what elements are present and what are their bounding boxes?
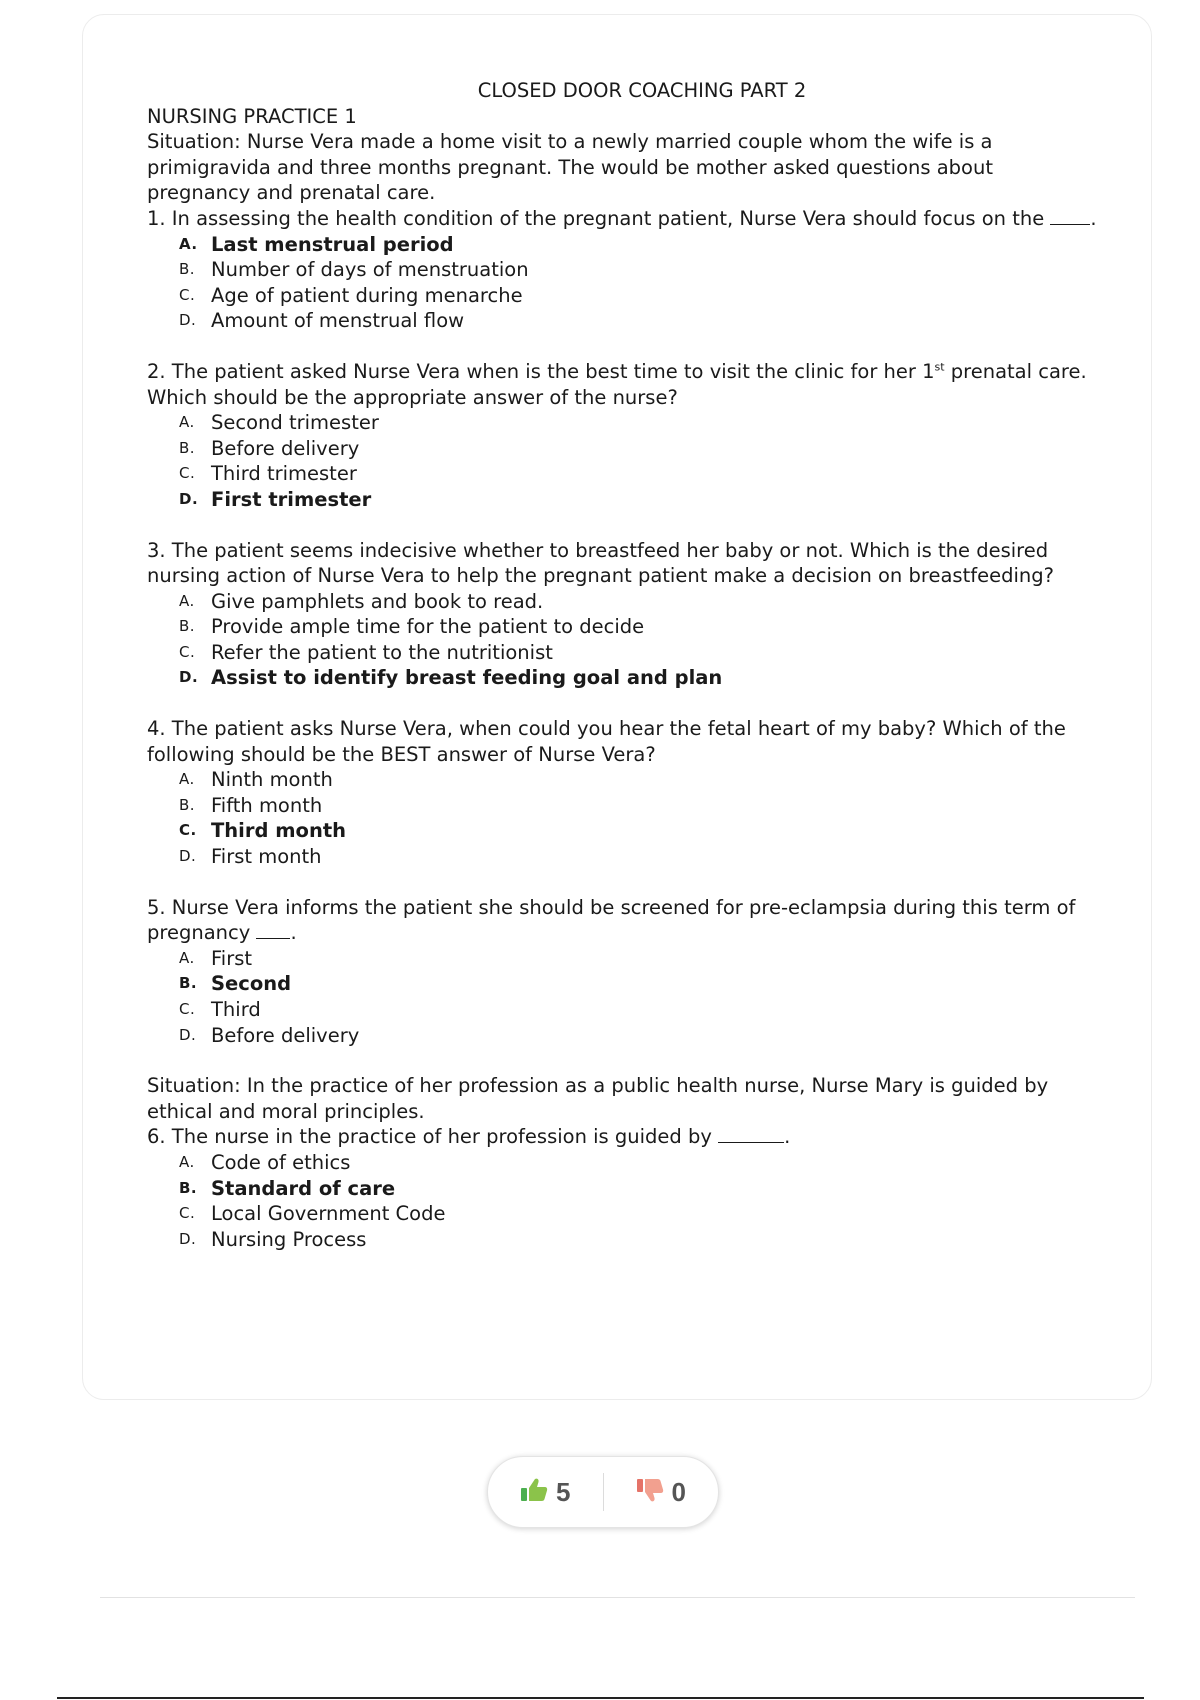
option-letter: A. (179, 234, 198, 253)
option-letter: B. (179, 1178, 198, 1197)
option-letter: C. (179, 464, 196, 483)
downvote-count: 0 (671, 1476, 686, 1507)
option-text: Age of patient during menarche (211, 283, 523, 307)
option-letter: A. (179, 948, 195, 967)
option-letter: C. (179, 1204, 196, 1223)
option-letter: C. (179, 1000, 196, 1018)
option-letter: C. (179, 642, 196, 661)
question-4-options (147, 767, 1097, 869)
option-letter: B. (179, 617, 196, 636)
option-letter: B. (179, 260, 196, 279)
option-text: Fifth month (211, 793, 323, 817)
option-d (179, 844, 1097, 870)
option-letter: D. (179, 489, 199, 508)
divider (100, 1597, 1135, 1598)
question-1 (147, 206, 1097, 232)
section-heading: NURSING PRACTICE 1 (147, 104, 357, 128)
option-text: Local Government Code (211, 1202, 446, 1226)
situation-1: Situation: Nurse Vera made a home visit to a newly married couple whom the wife is a primigravida and three months pregnant. The would be mother asked questions about pregnancy and prenatal care. (147, 130, 993, 205)
option-b (179, 436, 1097, 462)
thumbs-up-icon (520, 1477, 548, 1508)
question-text: 1. In assessing the health condition of the pregnant patient, Nurse Vera should focus on the (147, 206, 1045, 230)
option-letter: B. (179, 438, 196, 457)
option-letter: A. (179, 413, 195, 432)
option-d (179, 1023, 1097, 1049)
option-letter: D. (179, 668, 199, 687)
option-a (179, 589, 1097, 615)
option-d (179, 665, 1097, 691)
situation-2: Situation: In the practice of her profession as a public health nurse, Nurse Mary is guided by ethical and moral principles. (147, 1074, 1049, 1123)
question-text: 6. The nurse in the practice of her profession is guided by (147, 1125, 712, 1149)
option-c (179, 461, 1097, 487)
option-a (179, 767, 1097, 793)
upvote-count: 5 (556, 1476, 571, 1507)
question-5 (147, 895, 1097, 946)
option-c (179, 640, 1097, 666)
option-d (179, 1227, 1097, 1253)
question-5-options (147, 946, 1097, 1048)
option-letter: A. (179, 1152, 195, 1171)
question-4: 4. The patient asks Nurse Vera, when could you hear the fetal heart of my baby? Which of the following should be the BEST answer of Nurse Vera? (147, 717, 1066, 766)
downvote-button[interactable] (604, 1457, 719, 1527)
question-3-options (147, 589, 1097, 691)
option-letter: A. (179, 770, 195, 789)
option-text: Standard of care (211, 1176, 396, 1200)
option-d (179, 308, 1097, 334)
thumbs-down-icon (636, 1477, 664, 1508)
option-text: Assist to identify breast feeding goal and plan (211, 666, 723, 690)
option-text: Ninth month (211, 768, 333, 792)
question-text: 5. Nurse Vera informs the patient she should be screened for pre-eclampsia during this term of pregnancy (147, 895, 1076, 945)
question-2-options (147, 410, 1097, 512)
option-letter: C. (179, 821, 197, 840)
option-c (179, 818, 1097, 844)
option-c (179, 997, 1097, 1023)
document-body (147, 78, 1097, 1277)
option-letter: C. (179, 285, 196, 304)
upvote-button[interactable] (488, 1457, 603, 1527)
question-text-cont: prenatal care. Which should be the appropriate answer of the nurse? (147, 359, 1087, 409)
option-text: Code of ethics (211, 1150, 351, 1174)
option-letter: B. (179, 974, 198, 993)
option-b (179, 1176, 1097, 1202)
document-title: CLOSED DOOR COACHING PART 2 (477, 79, 807, 102)
option-text: Second trimester (211, 411, 379, 435)
option-text: Second (211, 972, 292, 996)
question-1-options (147, 232, 1097, 334)
answer-blank (256, 920, 290, 939)
question-text: 2. The patient asked Nurse Vera when is the best time to visit the clinic for her 1 (147, 359, 935, 383)
option-letter: A. (179, 591, 195, 610)
option-b (179, 793, 1097, 819)
answer-blank (1050, 206, 1090, 225)
option-a (179, 946, 1097, 972)
question-3: 3. The patient seems indecisive whether to breastfeed her baby or not. Which is the desired nursing action of Nurse Vera to help the pregnant patient make a decision on breastfeeding? (147, 538, 1054, 588)
option-c (179, 1201, 1097, 1227)
option-text: Last menstrual period (211, 232, 454, 256)
option-letter: B. (179, 795, 196, 814)
option-text: First month (211, 845, 322, 869)
option-letter: D. (179, 311, 197, 330)
question-6 (147, 1124, 1097, 1150)
option-d (179, 487, 1097, 513)
option-text: Give pamphlets and book to read. (211, 589, 544, 613)
answer-blank (718, 1124, 784, 1143)
question-6-options (147, 1150, 1097, 1252)
option-a (179, 410, 1097, 436)
question-suffix: . (290, 921, 297, 945)
option-letter: D. (179, 1229, 197, 1248)
option-a (179, 1150, 1097, 1176)
option-text: Before delivery (211, 1023, 360, 1047)
bottom-rule (57, 1697, 1144, 1699)
option-a (179, 232, 1097, 258)
option-b (179, 614, 1097, 640)
option-text: Number of days of menstruation (211, 258, 529, 282)
question-suffix: . (1090, 206, 1097, 230)
option-text: Provide ample time for the patient to decide (211, 615, 645, 639)
option-b (179, 257, 1097, 283)
ordinal-suffix: st (934, 360, 945, 374)
option-text: Amount of menstrual flow (211, 309, 465, 333)
option-letter: D. (179, 1025, 197, 1044)
option-text: Third (211, 998, 261, 1021)
option-text: First (211, 946, 253, 970)
question-suffix: . (784, 1125, 791, 1149)
option-text: Before delivery (211, 436, 360, 460)
option-c (179, 283, 1097, 309)
option-text: Nursing Process (211, 1227, 367, 1251)
option-text: Third trimester (211, 462, 357, 486)
option-letter: D. (179, 847, 197, 866)
option-b (179, 971, 1097, 997)
option-text: Refer the patient to the nutritionist (211, 640, 553, 664)
vote-widget (487, 1456, 719, 1528)
question-2 (147, 359, 1097, 410)
option-text: First trimester (211, 487, 372, 511)
option-text: Third month (211, 819, 347, 843)
